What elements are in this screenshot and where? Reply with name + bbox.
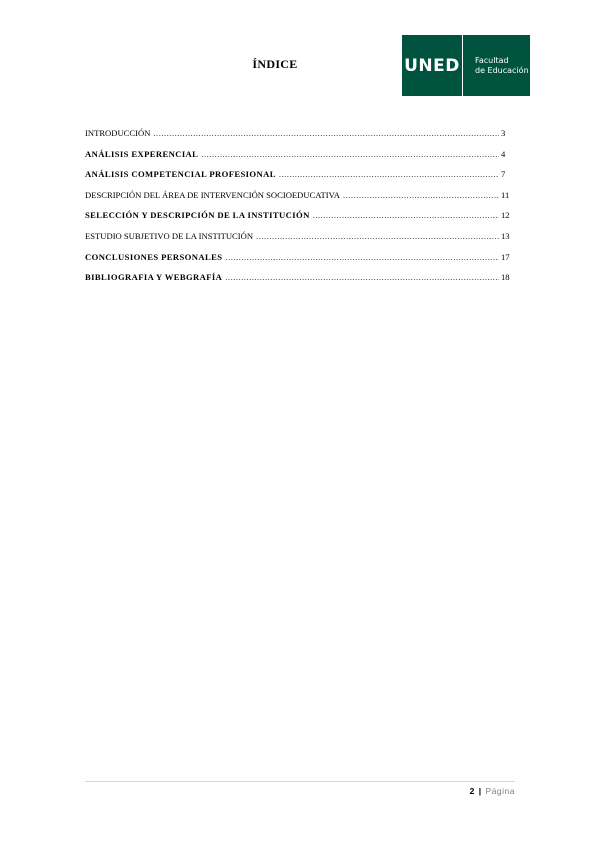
toc-entry-estudio-subjetivo[interactable] [85,231,513,252]
toc-dot-leader [256,231,499,241]
toc-entry-title: SELECCIÓN Y DESCRIPCIÓN DE LA INSTITUCIÓN [85,210,310,221]
logo-faculty-text [463,56,529,76]
toc-dot-leader [225,252,499,262]
footer-separator: | [478,786,482,796]
toc-entry-title: ANÁLISIS COMPETENCIAL PROFESIONAL [85,169,276,180]
toc-entry-page: 7 [501,169,506,180]
toc-entry-bibliografia[interactable] [85,272,513,293]
toc-dot-leader [279,169,499,179]
logo-wordmark: UNED [404,55,460,76]
toc-entry-title: BIBLIOGRAFIA Y WEBGRAFÍA [85,272,223,283]
toc-entry-title: INTRODUCCIÓN [85,128,151,138]
toc-entry-page: 17 [501,251,510,262]
footer-page-number: 2 [469,786,475,796]
toc-dot-leader [313,210,499,220]
toc-entry-analisis-experencial[interactable] [85,149,513,170]
toc-entry-page: 12 [501,210,510,221]
toc-entry-page: 4 [501,148,506,159]
toc-entry-page: 3 [501,128,506,138]
toc-entry-conclusiones[interactable] [85,252,513,273]
logo-faculty-line1: Facultad [475,55,509,65]
toc-entry-title: ANÁLISIS EXPERENCIAL [85,148,199,159]
toc-entry-descripcion-area[interactable] [85,190,513,211]
toc-entry-page: 18 [501,272,510,283]
toc-entry-title: CONCLUSIONES PERSONALES [85,251,223,262]
footer-page-word: Página [485,786,515,796]
footer-divider [85,781,515,782]
page-footer [420,786,515,796]
uned-logo [402,35,530,96]
logo-faculty-line2: de Educación [475,65,529,75]
table-of-contents [85,128,513,293]
toc-entry-title: DESCRIPCIÓN DEL ÁREA DE INTERVENCIÓN SOCIOEDUCATIVA [85,189,340,200]
page-title: ÍNDICE [252,57,298,71]
toc-entry-introduccion[interactable] [85,128,513,149]
toc-dot-leader [343,190,499,200]
toc-entry-analisis-competencial[interactable] [85,169,513,190]
toc-dot-leader [225,272,499,282]
toc-dot-leader [201,149,499,159]
toc-entry-page: 11 [501,189,510,200]
toc-entry-page: 13 [501,230,510,241]
toc-entry-seleccion-institucion[interactable] [85,210,513,231]
toc-entry-title: ESTUDIO SUBJETIVO DE LA INSTITUCIÓN [85,230,254,241]
toc-dot-leader [153,128,499,138]
